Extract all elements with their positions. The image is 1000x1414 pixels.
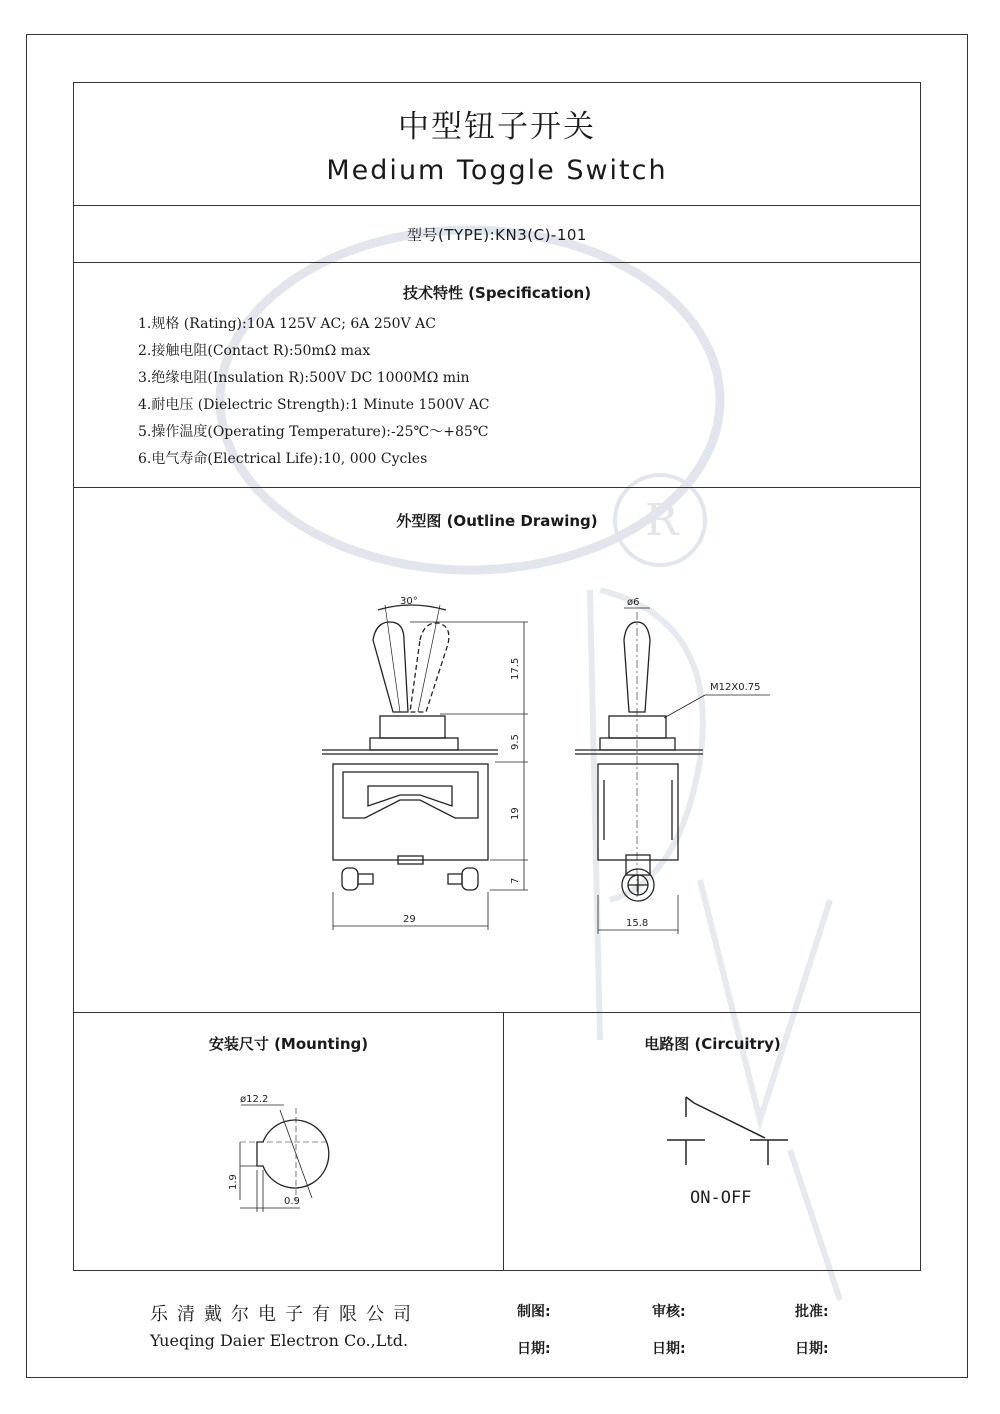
dim-terminal-height: 7: [510, 877, 521, 884]
dim-lever-height: 17.5: [510, 657, 521, 680]
dim-bushing-height: 9.5: [510, 734, 521, 750]
specification-title: 技术特性 (Specification): [402, 284, 592, 302]
svg-text:R: R: [645, 495, 679, 546]
field-approved: 批准:: [795, 1304, 829, 1320]
dim-lever-diameter: ø6: [627, 597, 640, 608]
field-date-drawn: 日期:: [517, 1341, 551, 1357]
spec-item-rating: 1.规格 (Rating):10A 125V AC; 6A 250V AC: [138, 316, 436, 332]
model-type: 型号(TYPE):KN3(C)-101: [407, 226, 587, 244]
circuitry-title: 电路图 (Circuitry): [644, 1035, 781, 1053]
dim-front-width: 29: [403, 914, 416, 925]
dim-angle: 30°: [400, 596, 418, 607]
field-drawn: 制图:: [517, 1304, 551, 1320]
dim-key-width: 0.9: [284, 1196, 300, 1207]
mounting-title: 安装尺寸 (Mounting): [208, 1035, 369, 1053]
spec-item-operating-temperature: 5.操作温度(Operating Temperature):-25℃～+85℃: [138, 424, 489, 440]
spec-item-insulation-resistance: 3.绝缘电阻(Insulation R):500V DC 1000MΩ min: [138, 370, 470, 386]
spec-item-dielectric-strength: 4.耐电压 (Dielectric Strength):1 Minute 1500V AC: [138, 397, 490, 413]
spec-item-electrical-life: 6.电气寿命(Electrical Life):10, 000 Cycles: [138, 451, 428, 467]
company-name-english: Yueqing Daier Electron Co.,Ltd.: [150, 1331, 409, 1350]
circuit-label: ON-OFF: [690, 1188, 752, 1208]
outline-title: 外型图 (Outline Drawing): [396, 512, 598, 530]
field-date-approved: 日期:: [795, 1341, 829, 1357]
dim-key-height: 1.9: [228, 1174, 239, 1190]
company-name-chinese: 乐清戴尔电子有限公司: [150, 1304, 420, 1325]
field-date-checked: 日期:: [652, 1341, 686, 1357]
title-chinese: 中型钮子开关: [398, 109, 596, 145]
dim-side-width: 15.8: [626, 918, 649, 929]
dim-mount-diameter: ø12.2: [240, 1094, 269, 1105]
dim-body-height: 19: [510, 807, 521, 820]
title-english: Medium Toggle Switch: [326, 155, 668, 186]
field-checked: 审核:: [652, 1304, 686, 1320]
dim-thread: M12X0.75: [710, 682, 761, 693]
spec-item-contact-resistance: 2.接触电阻(Contact R):50mΩ max: [138, 343, 371, 359]
